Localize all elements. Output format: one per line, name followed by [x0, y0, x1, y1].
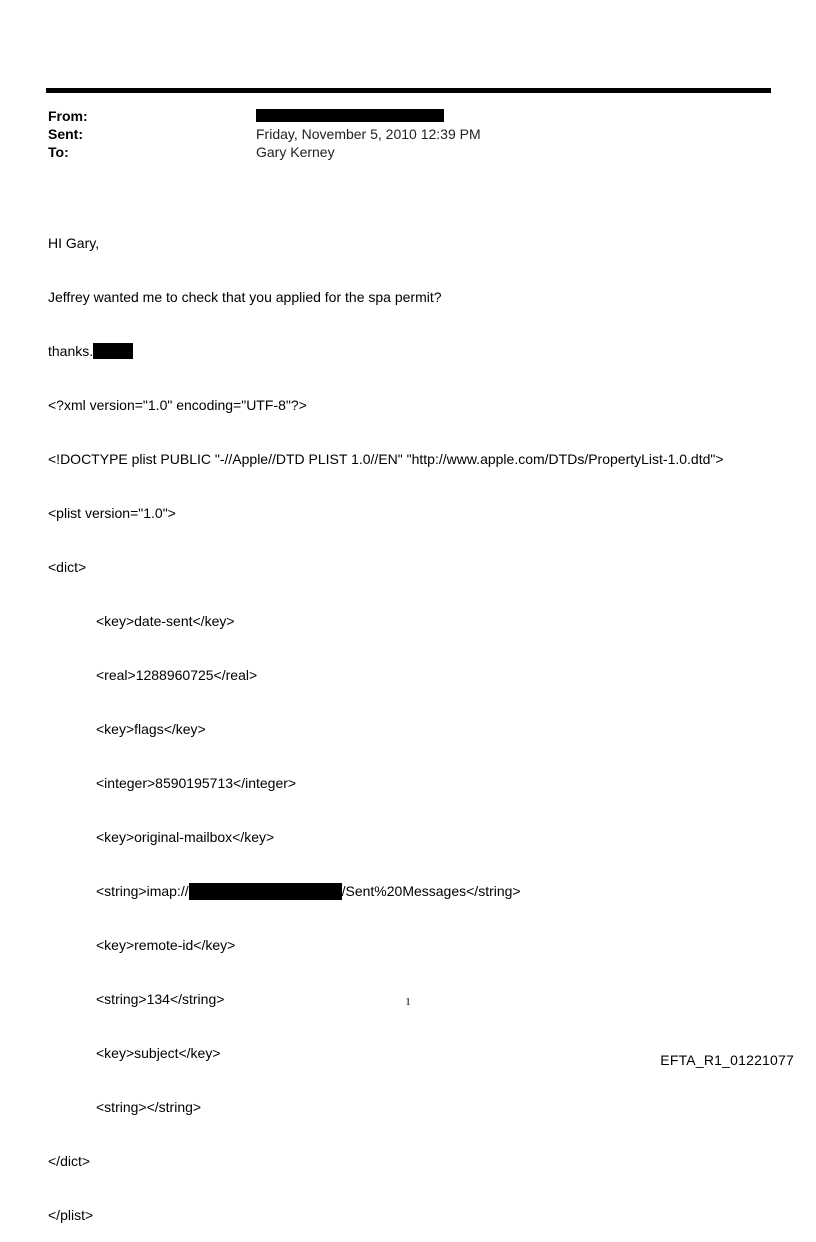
- to-label: To:: [48, 144, 69, 160]
- xml-declaration: <?xml version="1.0" encoding="UTF-8"?>: [48, 397, 307, 413]
- dict-open: <dict>: [48, 559, 87, 575]
- document-id: EFTA_R1_01221077: [660, 1052, 794, 1068]
- email-body: [48, 198, 724, 1242]
- key-subject: <key>subject</key>: [96, 1045, 221, 1061]
- greeting: HI Gary,: [48, 235, 100, 251]
- sent-label: Sent:: [48, 126, 83, 142]
- string-imap-line: [48, 882, 724, 900]
- redaction-block: [189, 883, 342, 900]
- key-date-sent: <key>date-sent</key>: [96, 613, 235, 629]
- redaction-block: [93, 343, 133, 359]
- message-line: Jeffrey wanted me to check that you applied for the spa permit?: [48, 289, 442, 305]
- key-flags: <key>flags</key>: [96, 721, 206, 737]
- dict-close: </dict>: [48, 1153, 91, 1169]
- plist-close: </plist>: [48, 1207, 94, 1223]
- key-remote-id: <key>remote-id</key>: [96, 937, 236, 953]
- to-value: Gary Kerney: [256, 144, 335, 160]
- doctype-line: <!DOCTYPE plist PUBLIC "-//Apple//DTD PLIST 1.0//EN" "http://www.apple.com/DTDs/PropertyList-1.0.dtd">: [48, 451, 724, 467]
- string-subject: <string></string>: [96, 1099, 202, 1115]
- redaction-block: [256, 109, 444, 122]
- signoff-line: [48, 342, 724, 360]
- from-label: From:: [48, 108, 88, 124]
- string-remote-id: <string>134</string>: [96, 991, 225, 1007]
- real-value: <real>1288960725</real>: [96, 667, 258, 683]
- header-divider-rule: [46, 88, 771, 93]
- key-original-mailbox: <key>original-mailbox</key>: [96, 829, 275, 845]
- imap-prefix: <string>imap://: [96, 883, 189, 899]
- sent-value: Friday, November 5, 2010 12:39 PM: [256, 126, 481, 142]
- integer-value: <integer>8590195713</integer>: [96, 775, 297, 791]
- page-number: 1: [405, 996, 411, 1008]
- signoff-text: thanks.: [48, 343, 94, 359]
- imap-suffix: /Sent%20Messages</string>: [341, 883, 521, 899]
- from-value: [256, 107, 444, 125]
- plist-open: <plist version="1.0">: [48, 505, 176, 521]
